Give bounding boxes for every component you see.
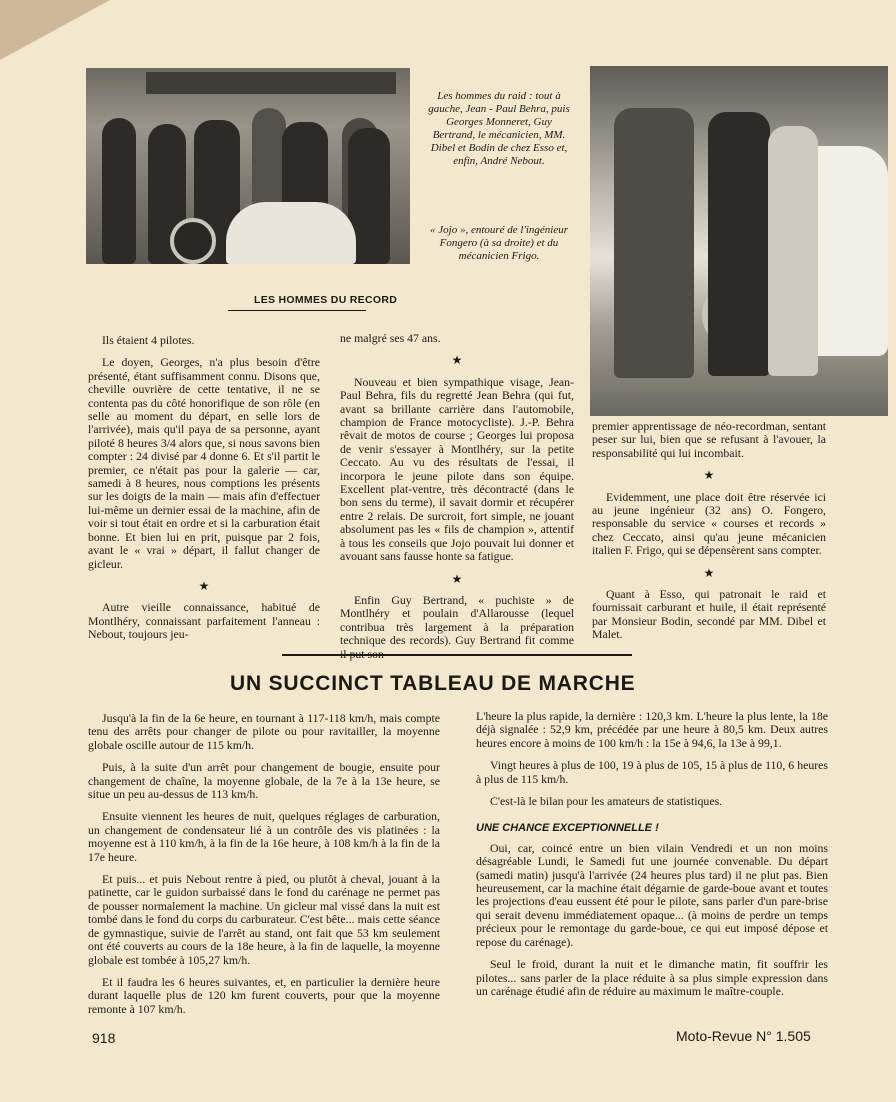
star-separator: ★ xyxy=(451,353,463,368)
caption-right-photo: « Jojo », entouré de l'ingénieur Fongero (à sa droite) et du mécanicien Frigo. xyxy=(430,224,568,262)
paragraph: Ensuite viennent les heures de nuit, quelques réglages de carburation, un changement de condensateur lié à un contrôle des vis platinées : la moyenne est à 110 km/h, à la fin de la 16e heure, à 108 km/h à la fin de la 17e heure. xyxy=(88,809,440,864)
paragraph: Vingt heures à plus de 100, 19 à plus de 105, 15 à plus de 110, 6 heures à plus de 115 km/h. xyxy=(476,758,828,786)
paragraph: Enfin Guy Bertrand, « puchiste » de Montlhéry et poulain d'Allarousse (lequel contribua très largement à la préparation technique des records). Guy Bertrand fit comme xyxy=(340,592,574,648)
star-separator: ★ xyxy=(198,578,210,593)
person-figure xyxy=(102,118,136,264)
page-number: 918 xyxy=(92,1030,116,1046)
paragraph: Puis, à la suite d'un arrêt pour changement de bougie, ensuite pour changement de chaîne, la moyenne globale, de la 7e à la 13e heure, se situe un peu au-dessus de 113 km/h. xyxy=(88,760,440,802)
bottom-left-column xyxy=(88,712,440,1025)
paragraph: Autre vieille connaissance, habitué de Montlhéry, connaissant parfaitement l'anneau : Nebout, toujours jeu- xyxy=(88,600,320,642)
paragraph: premier apprentissage de néo-recordman, sentant peser sur lui, bien que se refusant à l'avouer, la responsabilité qui lui incombait. xyxy=(592,419,826,460)
column-2 xyxy=(340,332,574,670)
star-separator: ★ xyxy=(451,571,463,586)
caption-left-photo: Les hommes du raid : tout à gauche, Jean - Paul Behra, puis Georges Monneret, Guy Bertrand, le mécanicien, MM. Dibel et Bodin de chez Esso et, enfin, André Nebout. xyxy=(428,90,570,167)
paragraph: Oui, car, coincé entre un bien vilain Vendredi et un non moins désagréable Lundi, le Samedi fut une journée convenable. Du départ (samedi matin) jusqu'à l'arrivée (24 heures plus tard) il ne plut pas. Bien heureusement, car la machine était dégarnie de garde-boue avant et toutes les projections d'eau eussent été pour le pilote, sans parler d'un pare-brise qui serait devenu immédiatement opaque... (à moins de perdre un temps précieux pour le remontage du garde-boue, ce qui eut imposé dépose et repose du carénage). xyxy=(476,840,828,949)
star-separator: ★ xyxy=(703,468,715,483)
paragraph: Seul le froid, durant la nuit et le dimanche matin, fit souffrir les pilotes... sans parler de la place réduite à sa plus simple expression dans un carénage étudié afin de réduire au maximum le maître-couple. xyxy=(476,957,828,998)
bottom-right-column xyxy=(476,710,828,1007)
paragraph: L'heure la plus rapide, la dernière : 120,3 km. L'heure la plus lente, la 18e déjà signalée : 52,9 km, précédée par une heure à 80,5 km. Deux autres heures encore à moins de 100 km/h : la 15e à 94,6, la 13e à 99,1. xyxy=(476,709,828,750)
paragraph: Et il faudra les 6 heures suivantes, et, en particulier la dernière heure durant laquelle plus de 120 km furent couverts, pour que la moyenne remonte à 107 km/h. xyxy=(88,974,440,1016)
paragraph: Nouveau et bien sympathique visage, Jean-Paul Behra, fils du regretté Jean Behra (qui fut, avant sa brillante carrière dans l'automobile, champion de France motocycliste). J.-P. Behra rêvait de motos de course ; Georges lui proposa de venir s'essayer à Montlhéry, sur la petite Ceccato. Au vu des résultats de l'essai, il incorpora le jeune pilote dans son équipe. Excellent plat-ventre, très décontracté (dans le bon sens du terme), il savait dormir et récupérer entre 2 relais. De surcroit, fort simple, ne jouant absolument pas les « fils de champion », attentif à tous les conseils que Jojo pouvait lui donner et avouant sans fausse honte sa fatigue. xyxy=(340,374,574,564)
person-figure xyxy=(614,108,694,378)
photo-jojo-engineer-mechanic xyxy=(590,66,888,416)
paragraph: Evidemment, une place doit être réservée ici au jeune ingénieur (32 ans) O. Fongero, responsable du service « courses et records » chez Ceccato, ainsi qu'au jeune mécanicien italien F. Frigo, qui se dépensèrent sans compter. xyxy=(592,489,826,558)
paragraph: C'est-là le bilan pour les amateurs de statistiques. xyxy=(490,794,723,809)
person-figure xyxy=(708,112,770,376)
main-title: UN SUCCINCT TABLEAU DE MARCHE xyxy=(230,672,636,695)
star-separator: ★ xyxy=(703,565,715,580)
paragraph: Quant à Esso, qui patronait le raid et fournissait carburant et huile, il était représenté par Monsieur Bodin, secondé par MM. Dibel et Malet. xyxy=(592,587,826,642)
paragraph: ne malgré ses 47 ans. xyxy=(340,331,441,345)
paragraph: Ils étaient 4 pilotes. xyxy=(102,333,195,347)
wheel xyxy=(170,218,216,264)
section-title: LES HOMMES DU RECORD xyxy=(254,294,398,306)
shelter-roof xyxy=(146,72,396,94)
photo-record-team xyxy=(86,68,410,264)
motorcycle-fairing xyxy=(226,202,356,264)
person-figure xyxy=(768,126,818,376)
paragraph: Et puis... et puis Nebout rentre à pied, ou plutôt à cheval, jouant à la patinette, car le guidon surbaissé dans le fond du carénage ne permet pas de pousser normalement la machine. Un gicleur mal vissé dans la nuit est tombé dans le fond du corps du carburateur. C'est bête... mais cette séance de gymnastique, suivie de l'arrêt au stand, ont fait que 53 km seulement ont été couverts au cours de la 18e heure, à la fin de laquelle, la moyenne globale est tombée à 105,27 km/h. xyxy=(88,872,440,967)
paragraph: Jusqu'à la fin de la 6e heure, en tournant à 117-118 km/h, mais compte tenu des arrêts pour changer de pilote ou pour ravitailler, la moyenne globale oscille autour de 115 km/h. xyxy=(88,711,440,752)
title-rule xyxy=(282,654,632,656)
publication-name: Moto-Revue N° 1.505 xyxy=(676,1028,811,1044)
folded-corner xyxy=(0,0,110,60)
paragraph: Le doyen, Georges, n'a plus besoin d'être présenté, étant suffisamment connu. Disons que, cheville ouvrière de cette tentative, il ne se contenta pas du côté honorifique de son rôle (en selle au moment du départ, en selle lors de l'arrivée), mais qu'il paya de sa personne, ayant piloté 8 heures 3/4 alors que, si nous savons bien compter : 24 divisé par 4 donne 6. Et s'il partit le premier, ce n'était pas pour la galerie — car, samedi à 8 heures, nous comptions les présents sur les doigts de la main — mais afin d'effectuer lui-même un dernier essai de la machine, afin de voir si tout était en ordre et si la carburation était bonne. Et bien lui en prit, puisque par 2 fois, avant le « vrai » départ, il fallut changer de gicleur. xyxy=(88,355,320,571)
column-3 xyxy=(592,420,826,651)
subheading: UNE CHANCE EXCEPTIONNELLE ! xyxy=(476,822,659,835)
section-title-underline xyxy=(228,310,366,311)
column-1 xyxy=(88,334,320,651)
